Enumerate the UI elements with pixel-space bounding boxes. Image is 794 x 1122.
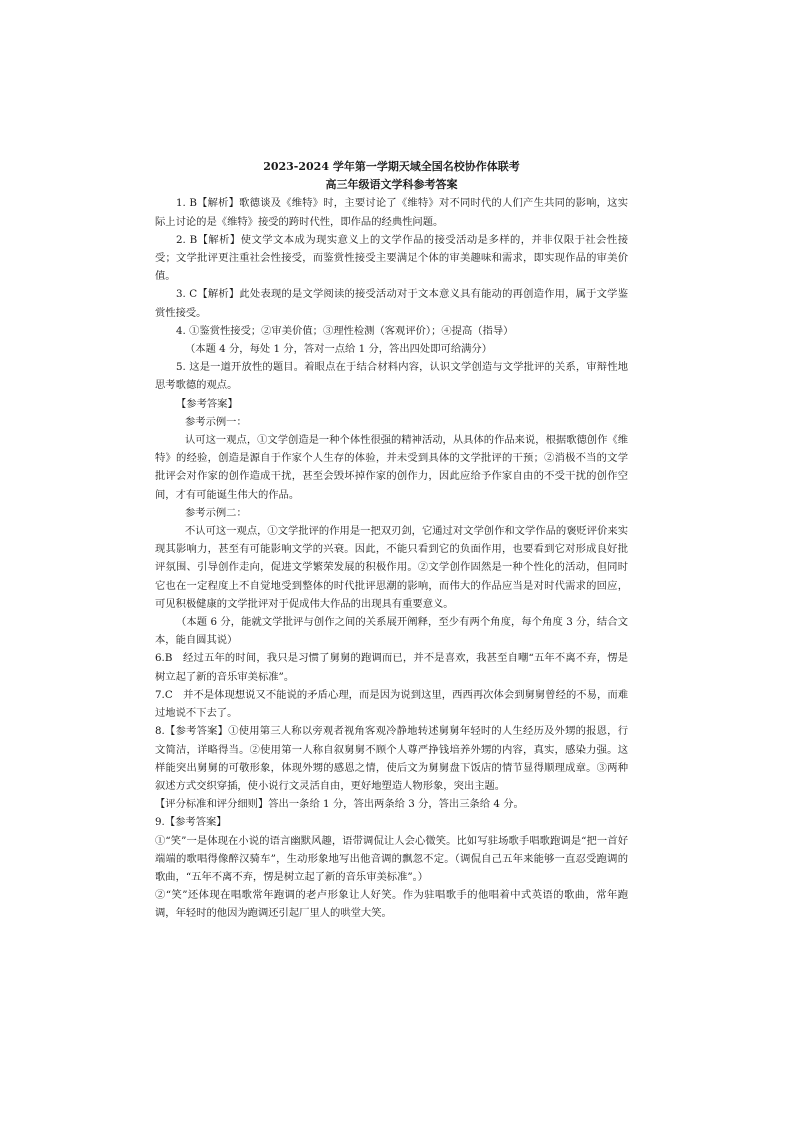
paragraph: 参考示例二： [185, 506, 247, 519]
paragraph: ②“笑”还体现在唱歌常年跑调的老卢形象让人好笑。作为驻唱歌手的他唱着中式英语的歌曲，常年跑调，年轻时的他因为跑调还引起厂里人的哄堂大笑。 [155, 889, 628, 920]
paragraph: 不认可这一观点，①文学批评的作用是一把双刃剑，它通过对文学创作和文学作品的褒贬评价来实现其影响力，甚至有可能影响文学的兴衰。因此，不能只看到它的负面作用，也要看到它对形成良好批评氛围、引导创作走向，促进文学繁荣发展的积极作用。②文学创作固然是一种个性化的活动，但同时它也在一定程度上不自觉地受到整体的时代批评思潮的影响，而伟大的作品应当是对时代需求的回应，可见积极健康的文学批评对于促成伟大作品的出现具有重要意义。 [155, 525, 628, 610]
paragraph: 2. B【解析】使文学文本成为现实意义上的文学作品的接受活动是多样的，并非仅限于社会性接受；文学批评更注重社会性接受，而鉴赏性接受主要满足个体的审美趣味和需求，即实现作品的审美价值。 [155, 233, 628, 283]
paragraph: 4. ①鉴赏性接受；②审美价值；③理性检测（客观评价）；④提高（指导） [176, 324, 514, 337]
paragraph: （本题 4 分，每处 1 分，答对一点给 1 分，答出四处即可给满分） [185, 343, 493, 356]
paragraph: 【评分标准和评分细则】答出一条给 1 分，答出两条给 3 分，答出三条给 4 分。 [155, 798, 524, 811]
paragraph: 认可这一观点，①文学创造是一种个体性很强的精神活动，从具体的作品来说，根据歌德创作《维特》的经验，创造是源自于作家个人生存的体验，并未受到具体的文学批评的干预；②消极不当的文学批评会对作家的创作造成干扰，甚至会毁坏掉作家的创作力，因此应给予作家自由的不受干扰的创作空间，才有可能诞生伟大的作品。 [155, 434, 628, 501]
document-body [155, 194, 628, 922]
paragraph: 3. C【解析】此处表现的是文学阅读的接受活动对于文本意义具有能动的再创造作用，属于文学鉴赏性接受。 [155, 288, 628, 319]
paragraph: 8.【参考答案】①使用第三人称以旁观者视角客观冷静地转述舅舅年轻时的人生经历及外甥的报恩，行文简洁，详略得当。②使用第一人称自叙舅舅不顾个人尊严挣钱培养外甥的内容，真实，感染力强。这样能突出舅舅的可敬形象，体现外甥的感恩之情，使后文为舅舅盘下饭店的情节显得顺理成章。③两种叙述方式交织穿插，使小说行文灵活自由，更好地塑造人物形象，突出主题。 [155, 725, 628, 792]
paragraph: 参考示例一： [185, 415, 247, 428]
paragraph: ①“笑”一是体现在小说的语言幽默风趣，语带调侃让人会心微笑。比如写驻场歌手唱歌跑调是“把一首好端端的歌唱得像醉汉骑车”，生动形象地写出他音调的飘忽不定。（调侃自己五年来能够一直忍受跑调的歌曲，“五年不离不弃，愣是树立起了新的音乐审美标准”。） [155, 834, 628, 883]
paragraph: 6.B 经过五年的时间，我只是习惯了舅舅的跑调而已，并不是喜欢，我甚至自嘲“五年不离不弃，愣是树立起了新的音乐审美标准”。 [155, 652, 628, 683]
paragraph: （本题 6 分，能就文学批评与创作之间的关系展开阐释，至少有两个角度，每个角度 3 分，结合文本，能自圆其说） [155, 616, 628, 647]
document-subtitle: 高三年级语文学科参考答案 [325, 178, 458, 192]
paragraph: 【参考答案】 [176, 397, 238, 410]
document-title: 2023-2024 学年第一学期天域全国名校协作体联考 [263, 160, 520, 173]
paragraph: 7.C 并不是体现想说又不能说的矛盾心理，而是因为说到这里，西西再次体会到舅舅曾经的不易，而难过地说不下去了。 [155, 688, 628, 720]
paragraph: 9.【参考答案】 [155, 816, 227, 829]
paragraph: 5. 这是一道开放性的题目。着眼点在于结合材料内容，认识文学创造与文学批评的关系，审辩性地思考歌德的观点。 [155, 361, 628, 392]
paragraph: 1. B【解析】歌德谈及《维特》时，主要讨论了《维特》对不同时代的人们产生共同的影响，这实际上讨论的是《维特》接受的跨时代性，即作品的经典性问题。 [155, 197, 628, 228]
answer-key-document [155, 158, 628, 923]
